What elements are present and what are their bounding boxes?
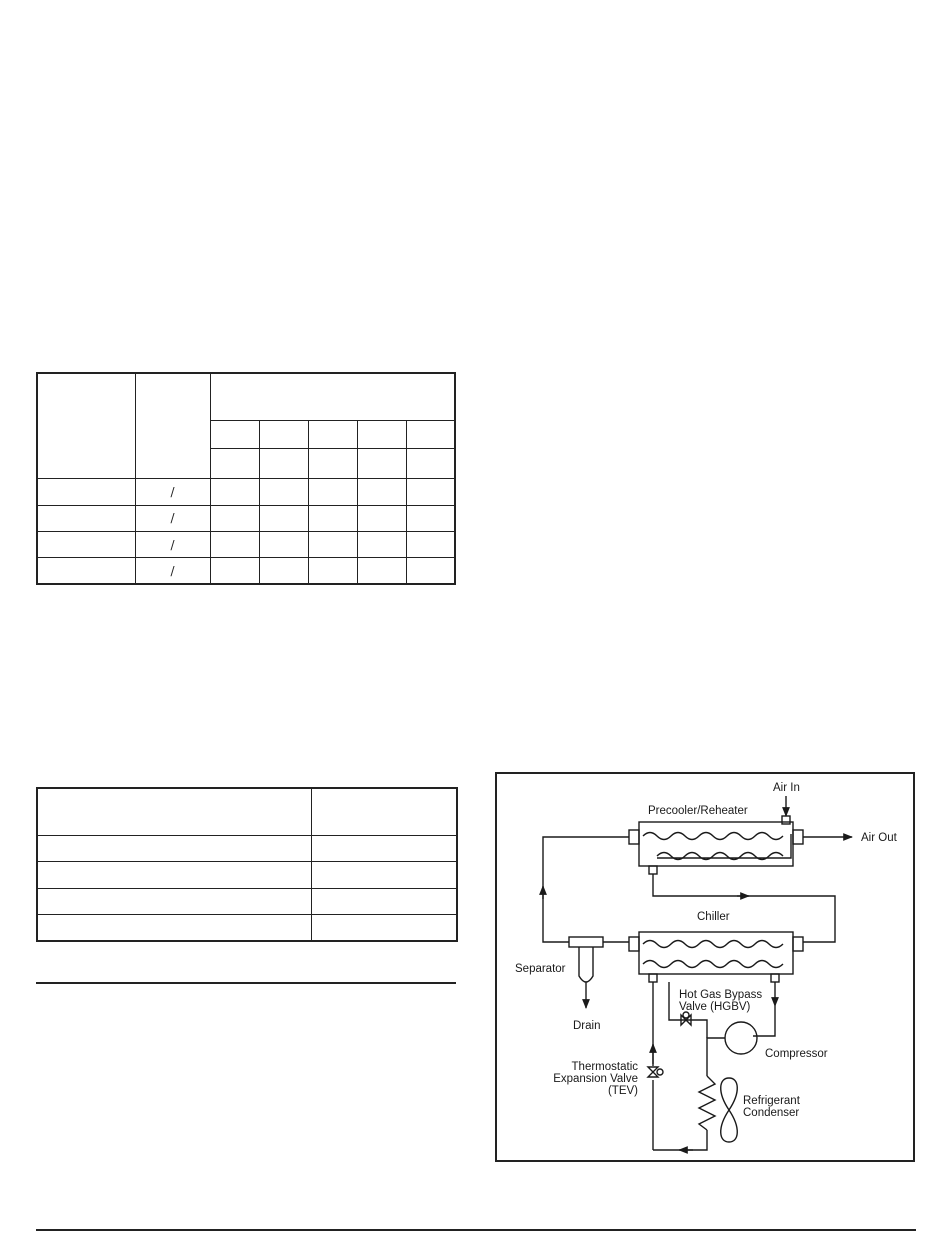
table-header-cell <box>357 420 406 448</box>
separator-label: Separator <box>515 963 566 975</box>
table-row <box>37 558 455 584</box>
table-row <box>37 888 457 914</box>
hgbv-label-line2: Valve (HGBV) <box>679 1001 751 1013</box>
table-cell: / <box>135 505 210 531</box>
drain-label: Drain <box>573 1020 601 1032</box>
chiller-exchanger <box>629 932 803 982</box>
table-row <box>37 531 455 557</box>
dimensions-table <box>36 787 458 942</box>
compressor <box>725 1022 757 1054</box>
table-header-cell <box>135 373 210 479</box>
air-out-label: Air Out <box>861 832 897 844</box>
table-header-cell <box>259 420 308 448</box>
table-cell: / <box>135 479 210 505</box>
compressor-label: Compressor <box>765 1048 828 1060</box>
precooler-reheater-exchanger <box>629 816 803 874</box>
condenser-fan-icon <box>721 1078 738 1142</box>
table-header-cell <box>210 420 259 448</box>
chiller-label: Chiller <box>697 911 730 923</box>
refrigeration-flow-diagram <box>495 772 915 1162</box>
table-header-cell <box>406 420 455 448</box>
tev-label-line2: Expansion Valve <box>553 1073 638 1085</box>
tev-label-line3: (TEV) <box>607 1085 638 1097</box>
table-cell: / <box>135 558 210 584</box>
table-row <box>37 915 457 941</box>
table-row <box>37 505 455 531</box>
section-divider <box>36 982 456 984</box>
air-in-label: Air In <box>773 782 800 794</box>
specification-table <box>36 372 456 585</box>
table-row <box>37 479 455 505</box>
table-header-cell <box>406 449 455 479</box>
table-header-cell <box>210 449 259 479</box>
separator <box>569 937 629 1008</box>
refrigerant-condenser-coil <box>699 1076 715 1130</box>
table-header-cell <box>259 449 308 479</box>
hot-gas-bypass-valve-icon <box>681 1012 691 1025</box>
table-header-cell <box>37 373 135 479</box>
table-header-cell <box>37 788 311 836</box>
condenser-label-line1: Refrigerant <box>743 1095 800 1107</box>
table-cell: / <box>135 531 210 557</box>
hgbv-label-line1: Hot Gas Bypass <box>679 989 763 1001</box>
air-return-line <box>543 837 629 942</box>
thermostatic-expansion-valve-icon <box>648 1067 663 1077</box>
table-header-cell <box>308 420 357 448</box>
table-header-cell <box>311 788 457 836</box>
tev-label-line1: Thermostatic <box>571 1061 638 1073</box>
condenser-label-line2: Condenser <box>743 1107 800 1119</box>
table-row <box>37 862 457 888</box>
page-footer-rule <box>36 1229 916 1231</box>
table-row <box>37 836 457 862</box>
precooler-label: Precooler/Reheater <box>648 805 748 817</box>
table-header-cell <box>308 449 357 479</box>
diagram-canvas <box>497 774 913 1160</box>
table-header-cell <box>357 449 406 479</box>
table-header-cell <box>210 373 455 420</box>
